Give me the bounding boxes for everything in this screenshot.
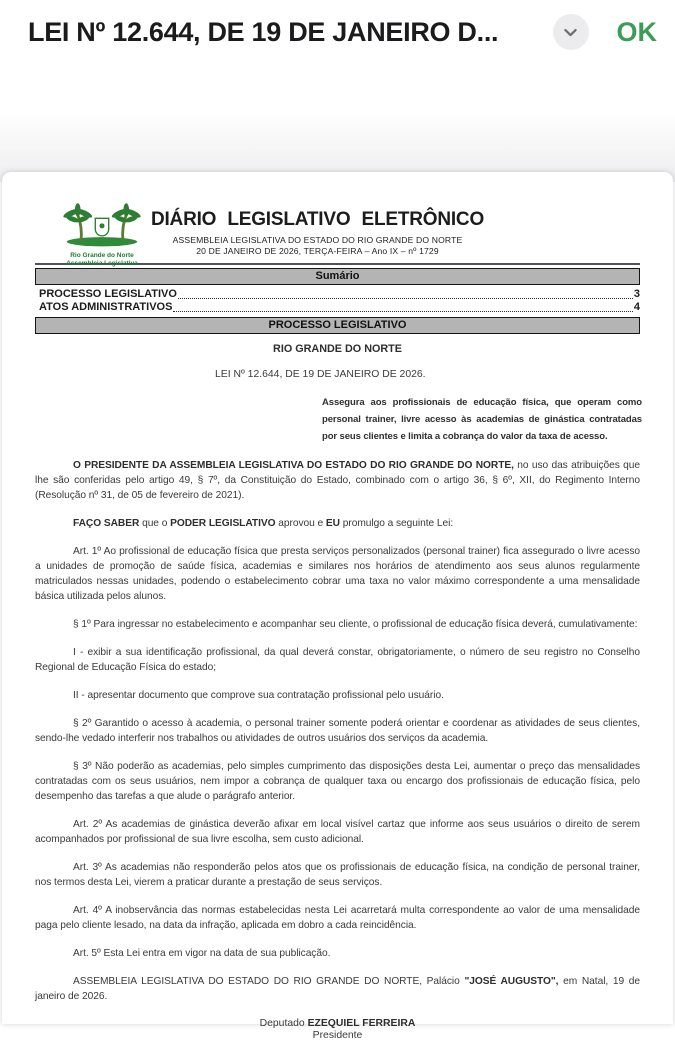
- toc-item: [35, 301, 640, 314]
- law-body: [35, 458, 640, 1004]
- paragraph: Art. 4º A inobservância das normas estabelecidas nesta Lei acarretará multa correspondente ao valor de uma mensalidade paga pelo cliente lesado, na data da infração, aplicada em dobro a cada reincidência.: [35, 903, 640, 933]
- summary-header-bar: Sumário: [35, 268, 640, 285]
- masthead-text: [35, 209, 600, 256]
- paragraph: ASSEMBLEIA LEGISLATIVA DO ESTADO DO RIO GRANDE DO NORTE, Palácio "JOSÉ AUGUSTO", em Natal, 19 de janeiro de 2026.: [35, 974, 640, 1004]
- paragraph: I - exibir a sua identificação profissional, da qual deverá constar, obrigatoriamente, o número de seu registro no Conselho Regional de Educação Física do estado;: [35, 645, 640, 675]
- pdf-page: [2, 172, 673, 1024]
- paragraph: Art. 2º As academias de ginástica deverão afixar em local visível cartaz que informe aos seus usuários o direito de serem acompanhados por profissional de sua livre escolha, sem custo adicional.: [35, 817, 640, 847]
- chevron-down-icon: [562, 24, 579, 41]
- toc-item: [35, 288, 640, 301]
- paragraph: FAÇO SABER que o PODER LEGISLATIVO aprovou e EU promulgo a seguinte Lei:: [35, 516, 640, 531]
- section-header-bar: PROCESSO LEGISLATIVO: [35, 317, 640, 334]
- toolbar: [0, 0, 675, 64]
- page-backdrop: [0, 64, 675, 182]
- paragraph: § 2º Garantido o acesso à academia, o personal trainer somente poderá orientar e coordenar as atividades de seus clientes, sendo-lhe vedado interferir nos trabalhos ou atividades de outros usuários dos serviços da academia.: [35, 716, 640, 746]
- signature-name: EZEQUIEL FERREIRA: [308, 1018, 416, 1029]
- table-of-contents: [35, 288, 640, 314]
- gazette-subtitle-1: ASSEMBLEIA LEGISLATIVA DO ESTADO DO RIO GRANDE DO NORTE: [35, 235, 600, 246]
- logo-caption-line1: Rio Grande do Norte: [47, 252, 157, 260]
- ok-button[interactable]: OK: [613, 17, 662, 48]
- paragraph: II - apresentar documento que comprove sua contratação profissional pelo usuário.: [35, 688, 640, 703]
- paragraph: O PRESIDENTE DA ASSEMBLEIA LEGISLATIVA DO ESTADO DO RIO GRANDE DO NORTE, no uso das atribuições que lhe são conferidas pelo artigo 49, § 7º, da Constituição do Estado, combinado com o artigo 36, § 6º, XII, do Regimento Interno (Resolução nº 31, de 05 de fevereiro de 2021).: [35, 458, 640, 503]
- paragraph: Art. 3º As academias não responderão pelos atos que os profissionais de educação física, na condição de personal trainer, nos termos desta Lei, vierem a praticar durante a prestação de seus serviços.: [35, 860, 640, 890]
- gazette-subtitle-2: 20 DE JANEIRO DE 2026, TERÇA-FEIRA – Ano IX – nº 1729: [35, 246, 600, 257]
- toc-item-page: 3: [634, 288, 640, 301]
- paragraph: Art. 1º Ao profissional de educação física que presta serviços personalizados (personal trainer) fica assegurado o livre acesso a unidades de promoção de saúde física, academias e similares nos horários de atendimento aos seus alunos regularmente matriculados nessas unidades, podendo o estabelecimento cobrar uma taxa no valor máximo correspondente a uma mensalidade básica utilizada pelos alunos.: [35, 544, 640, 604]
- gazette-title: DIÁRIO LEGISLATIVO ELETRÔNICO: [35, 209, 600, 231]
- paragraph: § 1º Para ingressar no estabelecimento e acompanhar seu cliente, o profissional de educação física deverá, cumulativamente:: [35, 617, 640, 632]
- law-ementa: Assegura aos profissionais de educação física, que operam como personal trainer, livre acesso às academias de ginástica contratadas por seus clientes e limita a cobrança do valor da taxa de acesso.: [322, 394, 642, 445]
- signature-block: [35, 1018, 640, 1041]
- signature-prefix: Deputado: [260, 1018, 308, 1029]
- paragraph: Art. 5º Esta Lei entra em vigor na data de sua publicação.: [35, 946, 640, 961]
- paragraph: § 3º Não poderão as academias, pelo simples cumprimento das disposições desta Lei, aumentar o preço das mensalidades contratadas com os seus usuários, nem impor a cobrança de qualquer taxa ou encargo dos profissionais de educação física, pelo desempenho das tarefas a que alude o parágrafo anterior.: [35, 759, 640, 804]
- title-expand-button[interactable]: [553, 14, 589, 50]
- gazette-masthead: [35, 205, 640, 263]
- toc-item-label: ATOS ADMINISTRATIVOS: [39, 301, 172, 314]
- toc-leader-dots: [173, 311, 632, 312]
- document-title: LEI Nº 12.644, DE 19 DE JANEIRO D...: [28, 17, 553, 48]
- signature-role: Presidente: [35, 1030, 640, 1041]
- toc-leader-dots: [178, 298, 633, 299]
- logo-caption-line2: Assembleia Legislativa: [47, 260, 157, 268]
- law-number-line: LEI Nº 12.644, DE 19 DE JANEIRO DE 2026.: [35, 369, 640, 380]
- toc-item-page: 4: [634, 301, 640, 314]
- signature-name-line: [35, 1018, 640, 1030]
- toc-item-label: PROCESSO LEGISLATIVO: [39, 288, 177, 301]
- state-heading: RIO GRANDE DO NORTE: [35, 343, 640, 355]
